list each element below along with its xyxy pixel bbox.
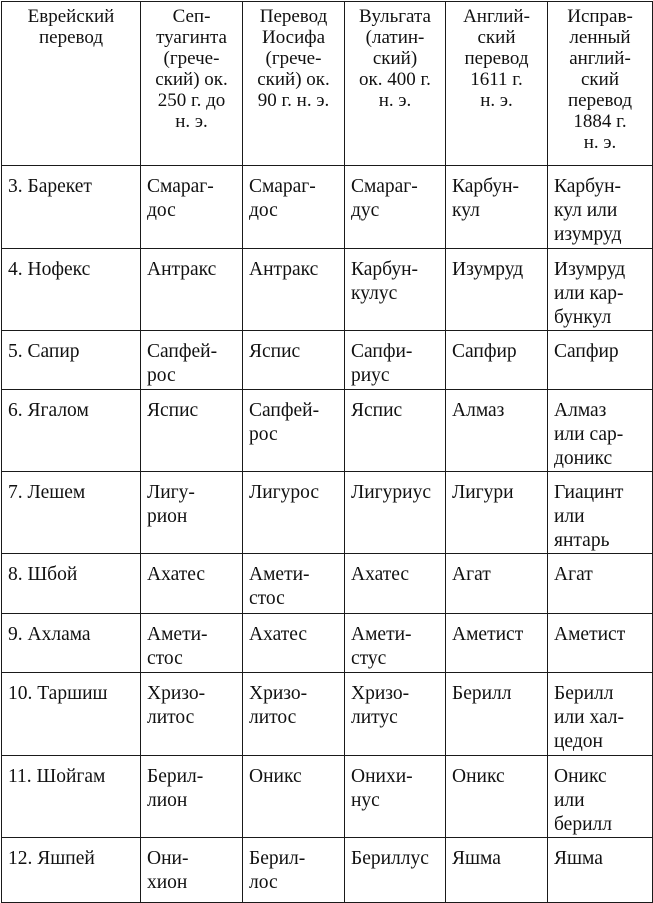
cell-english-1611 — [446, 472, 548, 554]
cell-hebrew — [2, 249, 141, 331]
cell-revised-1884 — [548, 331, 653, 390]
cell-text-line: Антракс — [147, 259, 217, 280]
cell-text-line: Агат — [452, 564, 491, 585]
cell-vulgate — [345, 838, 446, 903]
cell-josephus — [243, 673, 345, 756]
cell-septuagint — [141, 472, 243, 554]
cell-text-line: Амети- — [249, 564, 310, 585]
cell-vulgate — [345, 673, 446, 756]
cell-revised-1884 — [548, 673, 653, 756]
cell-hebrew — [2, 838, 141, 903]
cell-text-line: Лигуриус — [351, 482, 431, 503]
cell-text-line: Амети- — [147, 624, 208, 645]
cell-text-line: нус — [351, 790, 380, 811]
cell-english-1611 — [446, 673, 548, 756]
cell-hebrew — [2, 554, 141, 614]
table-row — [2, 838, 653, 903]
cell-text-line: Гиацинт — [554, 482, 624, 503]
cell-text-line: туагинта — [156, 27, 227, 48]
cell-text-line: Сапфи- — [351, 341, 413, 362]
cell-text-line: Лигурос — [249, 482, 320, 503]
cell-text-line: рос — [249, 424, 278, 445]
cell-text-line: Изумруд — [554, 259, 626, 280]
header-hebrew — [2, 2, 141, 166]
cell-text-line: англий- — [569, 48, 631, 69]
cell-text-line: Яспис — [147, 400, 199, 421]
cell-text-line: стус — [351, 648, 387, 669]
cell-vulgate — [345, 472, 446, 554]
cell-text-line: Яспис — [249, 341, 301, 362]
cell-text-line: ский — [581, 69, 619, 90]
cell-text-line: дос — [147, 200, 176, 221]
cell-text-line: кул или — [554, 200, 618, 221]
table-row — [2, 472, 653, 554]
cell-vulgate — [345, 166, 446, 249]
cell-text-line: Лигури — [452, 482, 514, 503]
cell-text-line: ок. 400 г. — [359, 69, 431, 90]
cell-text-line: Берил- — [147, 766, 204, 787]
cell-vulgate — [345, 249, 446, 331]
cell-septuagint — [141, 673, 243, 756]
cell-revised-1884 — [548, 838, 653, 903]
header-row — [2, 2, 653, 166]
cell-text-line: или — [554, 506, 585, 527]
cell-hebrew — [2, 673, 141, 756]
cell-text-line: Оникс — [452, 766, 505, 787]
cell-text-line: стос — [249, 588, 285, 609]
cell-text-line: Антракс — [249, 259, 319, 280]
cell-text-line: или хал- — [554, 707, 625, 728]
cell-text-line: Алмаз — [452, 400, 505, 421]
table-row — [2, 554, 653, 614]
cell-text-line: ский) ок. — [155, 69, 228, 90]
cell-text-line: ский) ок. — [257, 69, 330, 90]
cell-text-line: Еврейский — [27, 6, 115, 27]
cell-text-line: Оникс — [249, 766, 302, 787]
cell-english-1611 — [446, 554, 548, 614]
cell-josephus — [243, 756, 345, 838]
cell-revised-1884 — [548, 472, 653, 554]
cell-vulgate — [345, 614, 446, 673]
cell-text-line: Исправ- — [567, 6, 633, 27]
cell-text-line: янтарь — [554, 530, 610, 551]
table-row — [2, 673, 653, 756]
cell-text-line: Оникс — [554, 766, 607, 787]
cell-text-line: литус — [351, 707, 398, 728]
cell-text-line: перевод — [39, 27, 103, 48]
cell-septuagint — [141, 249, 243, 331]
cell-text-line: Хризо- — [351, 683, 410, 704]
table-row — [2, 249, 653, 331]
cell-septuagint — [141, 756, 243, 838]
cell-text-line: изумруд — [554, 224, 622, 245]
cell-text-line: Берилл — [452, 683, 512, 704]
cell-text-line: перевод — [464, 48, 529, 69]
cell-text-line: Алмаз — [554, 400, 607, 421]
cell-text-line: Берил- — [249, 848, 306, 869]
header-josephus — [243, 2, 345, 166]
cell-text-line: 1611 г. — [470, 69, 523, 90]
cell-english-1611 — [446, 614, 548, 673]
cell-text-line: Бериллус — [351, 848, 429, 869]
cell-text-line: цедон — [554, 731, 603, 752]
cell-text-line: Агат — [554, 564, 593, 585]
cell-revised-1884 — [548, 554, 653, 614]
cell-text-line: лос — [249, 872, 278, 893]
cell-text-line: ленный — [569, 27, 631, 48]
cell-septuagint — [141, 166, 243, 249]
cell-josephus — [243, 390, 345, 472]
cell-text-line: Смараг- — [249, 176, 316, 197]
cell-hebrew — [2, 390, 141, 472]
cell-text-line: рос — [147, 365, 176, 386]
cell-text-line: Яспис — [351, 400, 403, 421]
cell-text-line: берилл — [554, 814, 612, 835]
cell-text-line: Ахатес — [147, 564, 206, 585]
header-revised-1884 — [548, 2, 653, 166]
cell-septuagint — [141, 614, 243, 673]
cell-text-line: 5. Сапир — [8, 341, 80, 362]
table-row — [2, 614, 653, 673]
cell-text-line: бункул — [554, 307, 612, 328]
cell-text-line: (латин- — [365, 27, 425, 48]
cell-revised-1884 — [548, 614, 653, 673]
cell-text-line: 250 г. до — [157, 90, 226, 111]
cell-text-line: дус — [351, 200, 380, 221]
cell-text-line: кул — [452, 200, 480, 221]
table-row — [2, 331, 653, 390]
cell-text-line: дос — [249, 200, 278, 221]
cell-text-line: Карбун- — [351, 259, 419, 280]
cell-septuagint — [141, 331, 243, 390]
cell-text-line: 9. Ахлама — [8, 624, 91, 645]
cell-text-line: 12. Яшпей — [8, 848, 95, 869]
cell-text-line: ский) — [372, 48, 418, 69]
cell-text-line: 10. Таршиш — [8, 683, 108, 704]
cell-text-line: Смараг- — [147, 176, 214, 197]
cell-revised-1884 — [548, 249, 653, 331]
cell-text-line: хион — [147, 872, 188, 893]
cell-text-line: литос — [249, 707, 297, 728]
cell-text-line: н. э. — [480, 90, 513, 111]
cell-vulgate — [345, 331, 446, 390]
cell-text-line: рион — [147, 506, 188, 527]
table-row — [2, 166, 653, 249]
cell-text-line: Хризо- — [249, 683, 308, 704]
cell-hebrew — [2, 756, 141, 838]
cell-text-line: стос — [147, 648, 183, 669]
cell-text-line: н. э. — [175, 111, 208, 132]
cell-text-line: Карбун- — [452, 176, 520, 197]
cell-english-1611 — [446, 249, 548, 331]
gemstone-translation-table — [1, 1, 653, 903]
cell-josephus — [243, 166, 345, 249]
cell-text-line: кулус — [351, 283, 398, 304]
cell-text-line: Лигу- — [147, 482, 195, 503]
cell-septuagint — [141, 390, 243, 472]
cell-text-line: 8. Шбой — [8, 564, 78, 585]
cell-text-line: Они- — [147, 848, 189, 869]
cell-text-line: Смараг- — [351, 176, 418, 197]
cell-josephus — [243, 838, 345, 903]
cell-text-line: или кар- — [554, 283, 624, 304]
cell-text-line: Хризо- — [147, 683, 206, 704]
cell-text-line: н. э. — [583, 132, 617, 153]
cell-septuagint — [141, 554, 243, 614]
cell-text-line: Сеп- — [172, 6, 211, 27]
cell-text-line: 7. Лешем — [8, 482, 86, 503]
cell-english-1611 — [446, 331, 548, 390]
cell-text-line: Яшма — [554, 848, 603, 869]
cell-revised-1884 — [548, 756, 653, 838]
cell-text-line: или — [554, 790, 585, 811]
cell-josephus — [243, 331, 345, 390]
cell-revised-1884 — [548, 390, 653, 472]
cell-vulgate — [345, 756, 446, 838]
cell-revised-1884 — [548, 166, 653, 249]
cell-hebrew — [2, 166, 141, 249]
cell-text-line: 6. Ягалом — [8, 400, 89, 421]
cell-hebrew — [2, 331, 141, 390]
cell-text-line: Сапфей- — [147, 341, 218, 362]
cell-septuagint — [141, 838, 243, 903]
cell-text-line: 4. Нофекс — [8, 259, 91, 280]
cell-text-line: Ахатес — [351, 564, 410, 585]
cell-text-line: н. э. — [378, 90, 412, 111]
header-septuagint — [141, 2, 243, 166]
cell-vulgate — [345, 554, 446, 614]
cell-text-line: Аметист — [452, 624, 524, 645]
cell-text-line: (грече- — [265, 48, 322, 69]
cell-vulgate — [345, 390, 446, 472]
cell-text-line: Онихи- — [351, 766, 413, 787]
cell-text-line: Амети- — [351, 624, 412, 645]
cell-text-line: Вульгата — [359, 6, 431, 27]
cell-text-line: или сар- — [554, 424, 624, 445]
cell-text-line: лион — [147, 790, 188, 811]
cell-text-line: 90 г. н. э. — [257, 90, 330, 111]
cell-text-line: Англий- — [463, 6, 530, 27]
cell-english-1611 — [446, 166, 548, 249]
cell-english-1611 — [446, 756, 548, 838]
cell-text-line: Сапфир — [452, 341, 517, 362]
cell-hebrew — [2, 472, 141, 554]
table-row — [2, 390, 653, 472]
table-row — [2, 756, 653, 838]
cell-text-line: 3. Барекет — [8, 176, 92, 197]
cell-josephus — [243, 249, 345, 331]
cell-text-line: ский — [477, 27, 516, 48]
cell-text-line: Карбун- — [554, 176, 622, 197]
cell-text-line: 1884 г. — [573, 111, 627, 132]
cell-text-line: Яшма — [452, 848, 501, 869]
cell-text-line: перевод — [568, 90, 632, 111]
cell-text-line: Ахатес — [249, 624, 308, 645]
cell-text-line: Иосифа — [261, 27, 326, 48]
cell-text-line: Аметист — [554, 624, 626, 645]
cell-hebrew — [2, 614, 141, 673]
cell-text-line: 11. Шойгам — [8, 766, 106, 787]
cell-text-line: литос — [147, 707, 195, 728]
header-english-1611 — [446, 2, 548, 166]
cell-text-line: Перевод — [259, 6, 328, 27]
cell-text-line: Берилл — [554, 683, 614, 704]
cell-text-line: Сапфир — [554, 341, 619, 362]
cell-josephus — [243, 614, 345, 673]
cell-english-1611 — [446, 838, 548, 903]
cell-josephus — [243, 554, 345, 614]
cell-text-line: риус — [351, 365, 390, 386]
cell-text-line: доникс — [554, 448, 613, 469]
cell-english-1611 — [446, 390, 548, 472]
header-vulgate — [345, 2, 446, 166]
cell-text-line: (грече- — [163, 48, 220, 69]
cell-josephus — [243, 472, 345, 554]
cell-text-line: Сапфей- — [249, 400, 320, 421]
cell-text-line: Изумруд — [452, 259, 524, 280]
